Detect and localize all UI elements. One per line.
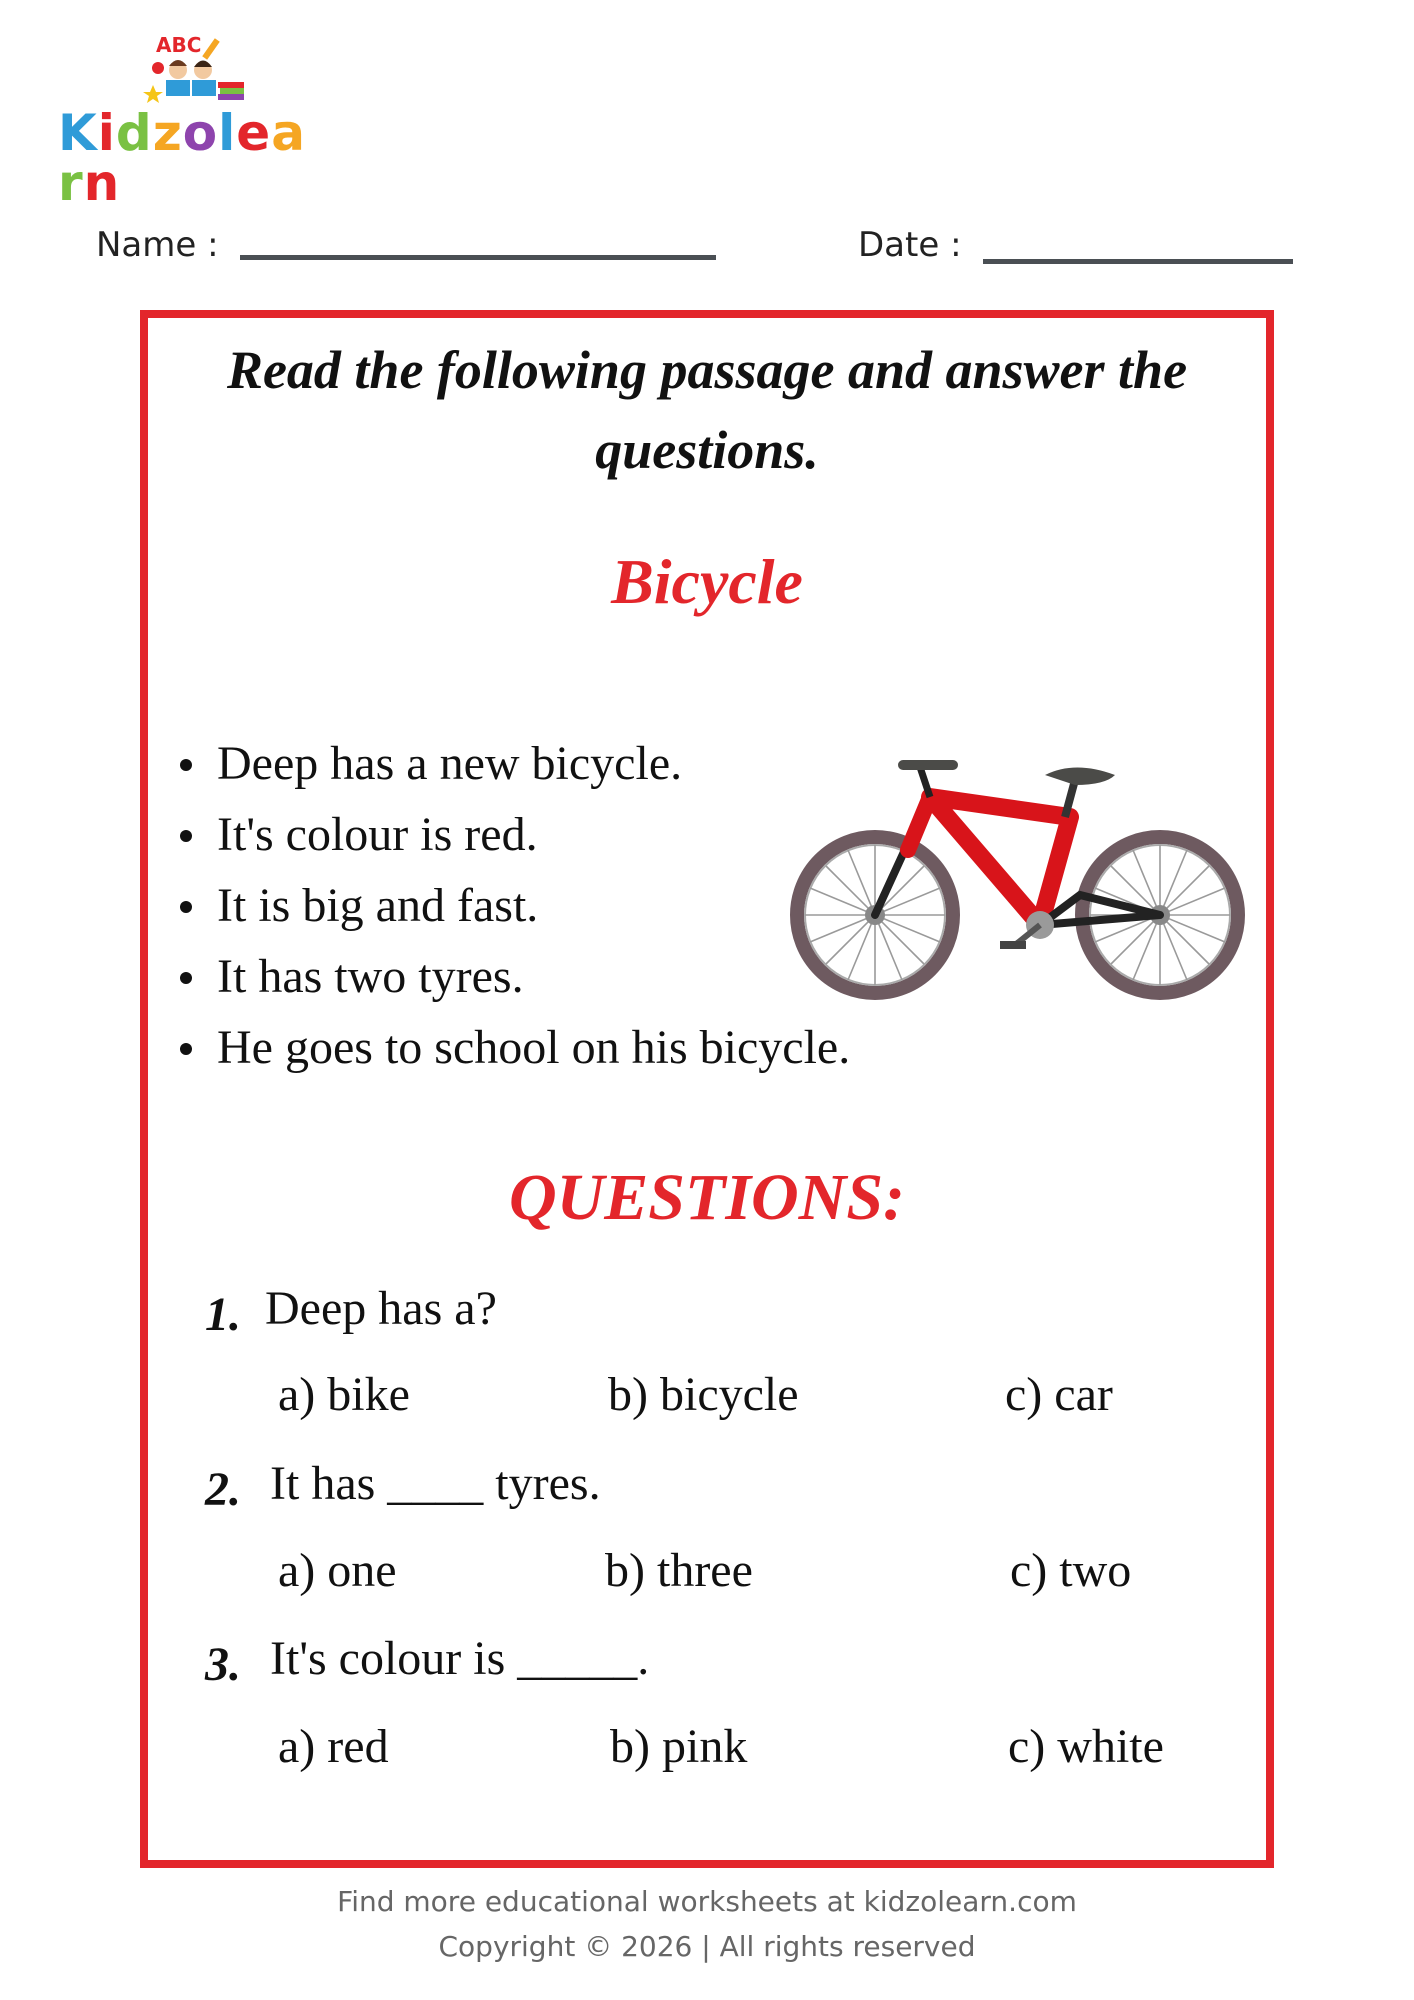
list-item: Deep has a new bicycle. <box>175 728 850 799</box>
date-label: Date : <box>858 225 962 265</box>
bullet-icon <box>180 972 192 984</box>
brand-letter: i <box>97 104 116 162</box>
date-line[interactable] <box>983 259 1293 264</box>
kids-reading-books-icon <box>58 30 258 110</box>
question-number: 3. <box>205 1638 241 1691</box>
brand-letter: z <box>152 104 183 162</box>
passage-list <box>175 728 850 1083</box>
brand-letter: o <box>182 104 219 162</box>
brand-letter: l <box>218 104 237 162</box>
brand-letter: n <box>83 154 121 212</box>
list-item: It has two tyres. <box>175 941 850 1012</box>
brand-name <box>58 104 328 212</box>
bullet-icon <box>180 830 192 842</box>
option-b[interactable]: b) three <box>605 1544 753 1597</box>
list-item: He goes to school on his bicycle. <box>175 1012 850 1083</box>
logo-badge: ABC <box>156 33 202 57</box>
footer-link-text: Find more educational worksheets at kidzolearn.com <box>337 1885 1077 1918</box>
question-number: 2. <box>205 1463 241 1516</box>
question-text: Deep has a? <box>265 1282 497 1335</box>
brand-letter: r <box>58 154 84 212</box>
list-item: It is big and fast. <box>175 870 850 941</box>
brand-letter: d <box>115 104 153 162</box>
brand-letter: a <box>271 104 306 162</box>
bullet-icon <box>180 901 192 913</box>
option-c[interactable]: c) white <box>1008 1720 1164 1773</box>
option-b[interactable]: b) bicycle <box>608 1368 799 1421</box>
question-text: It's colour is _____. <box>270 1632 650 1685</box>
red-bicycle-icon <box>790 755 1250 1005</box>
bullet-icon <box>180 759 192 771</box>
brand-letter: K <box>58 104 98 162</box>
option-c[interactable]: c) two <box>1010 1544 1132 1597</box>
instruction-line-2: questions. <box>595 420 819 480</box>
option-a[interactable]: a) red <box>278 1720 389 1773</box>
brand-letter: e <box>236 104 272 162</box>
passage-title: Bicycle <box>611 546 803 617</box>
option-a[interactable]: a) bike <box>278 1368 410 1421</box>
list-item: It's colour is red. <box>175 799 850 870</box>
questions-heading: QUESTIONS: <box>508 1161 906 1234</box>
name-line[interactable] <box>240 255 716 260</box>
footer-copyright: Copyright © 2026 | All rights reserved <box>438 1930 976 1963</box>
question-text: It has ____ tyres. <box>270 1457 601 1510</box>
instruction <box>140 330 1274 490</box>
brand-logo <box>58 30 328 212</box>
option-a[interactable]: a) one <box>278 1544 397 1597</box>
question-number: 1. <box>205 1288 241 1341</box>
option-b[interactable]: b) pink <box>610 1720 748 1773</box>
bullet-icon <box>180 1043 192 1055</box>
instruction-line-1: Read the following passage and answer the <box>226 340 1188 400</box>
name-label: Name : <box>96 225 219 265</box>
option-c[interactable]: c) car <box>1005 1368 1113 1421</box>
